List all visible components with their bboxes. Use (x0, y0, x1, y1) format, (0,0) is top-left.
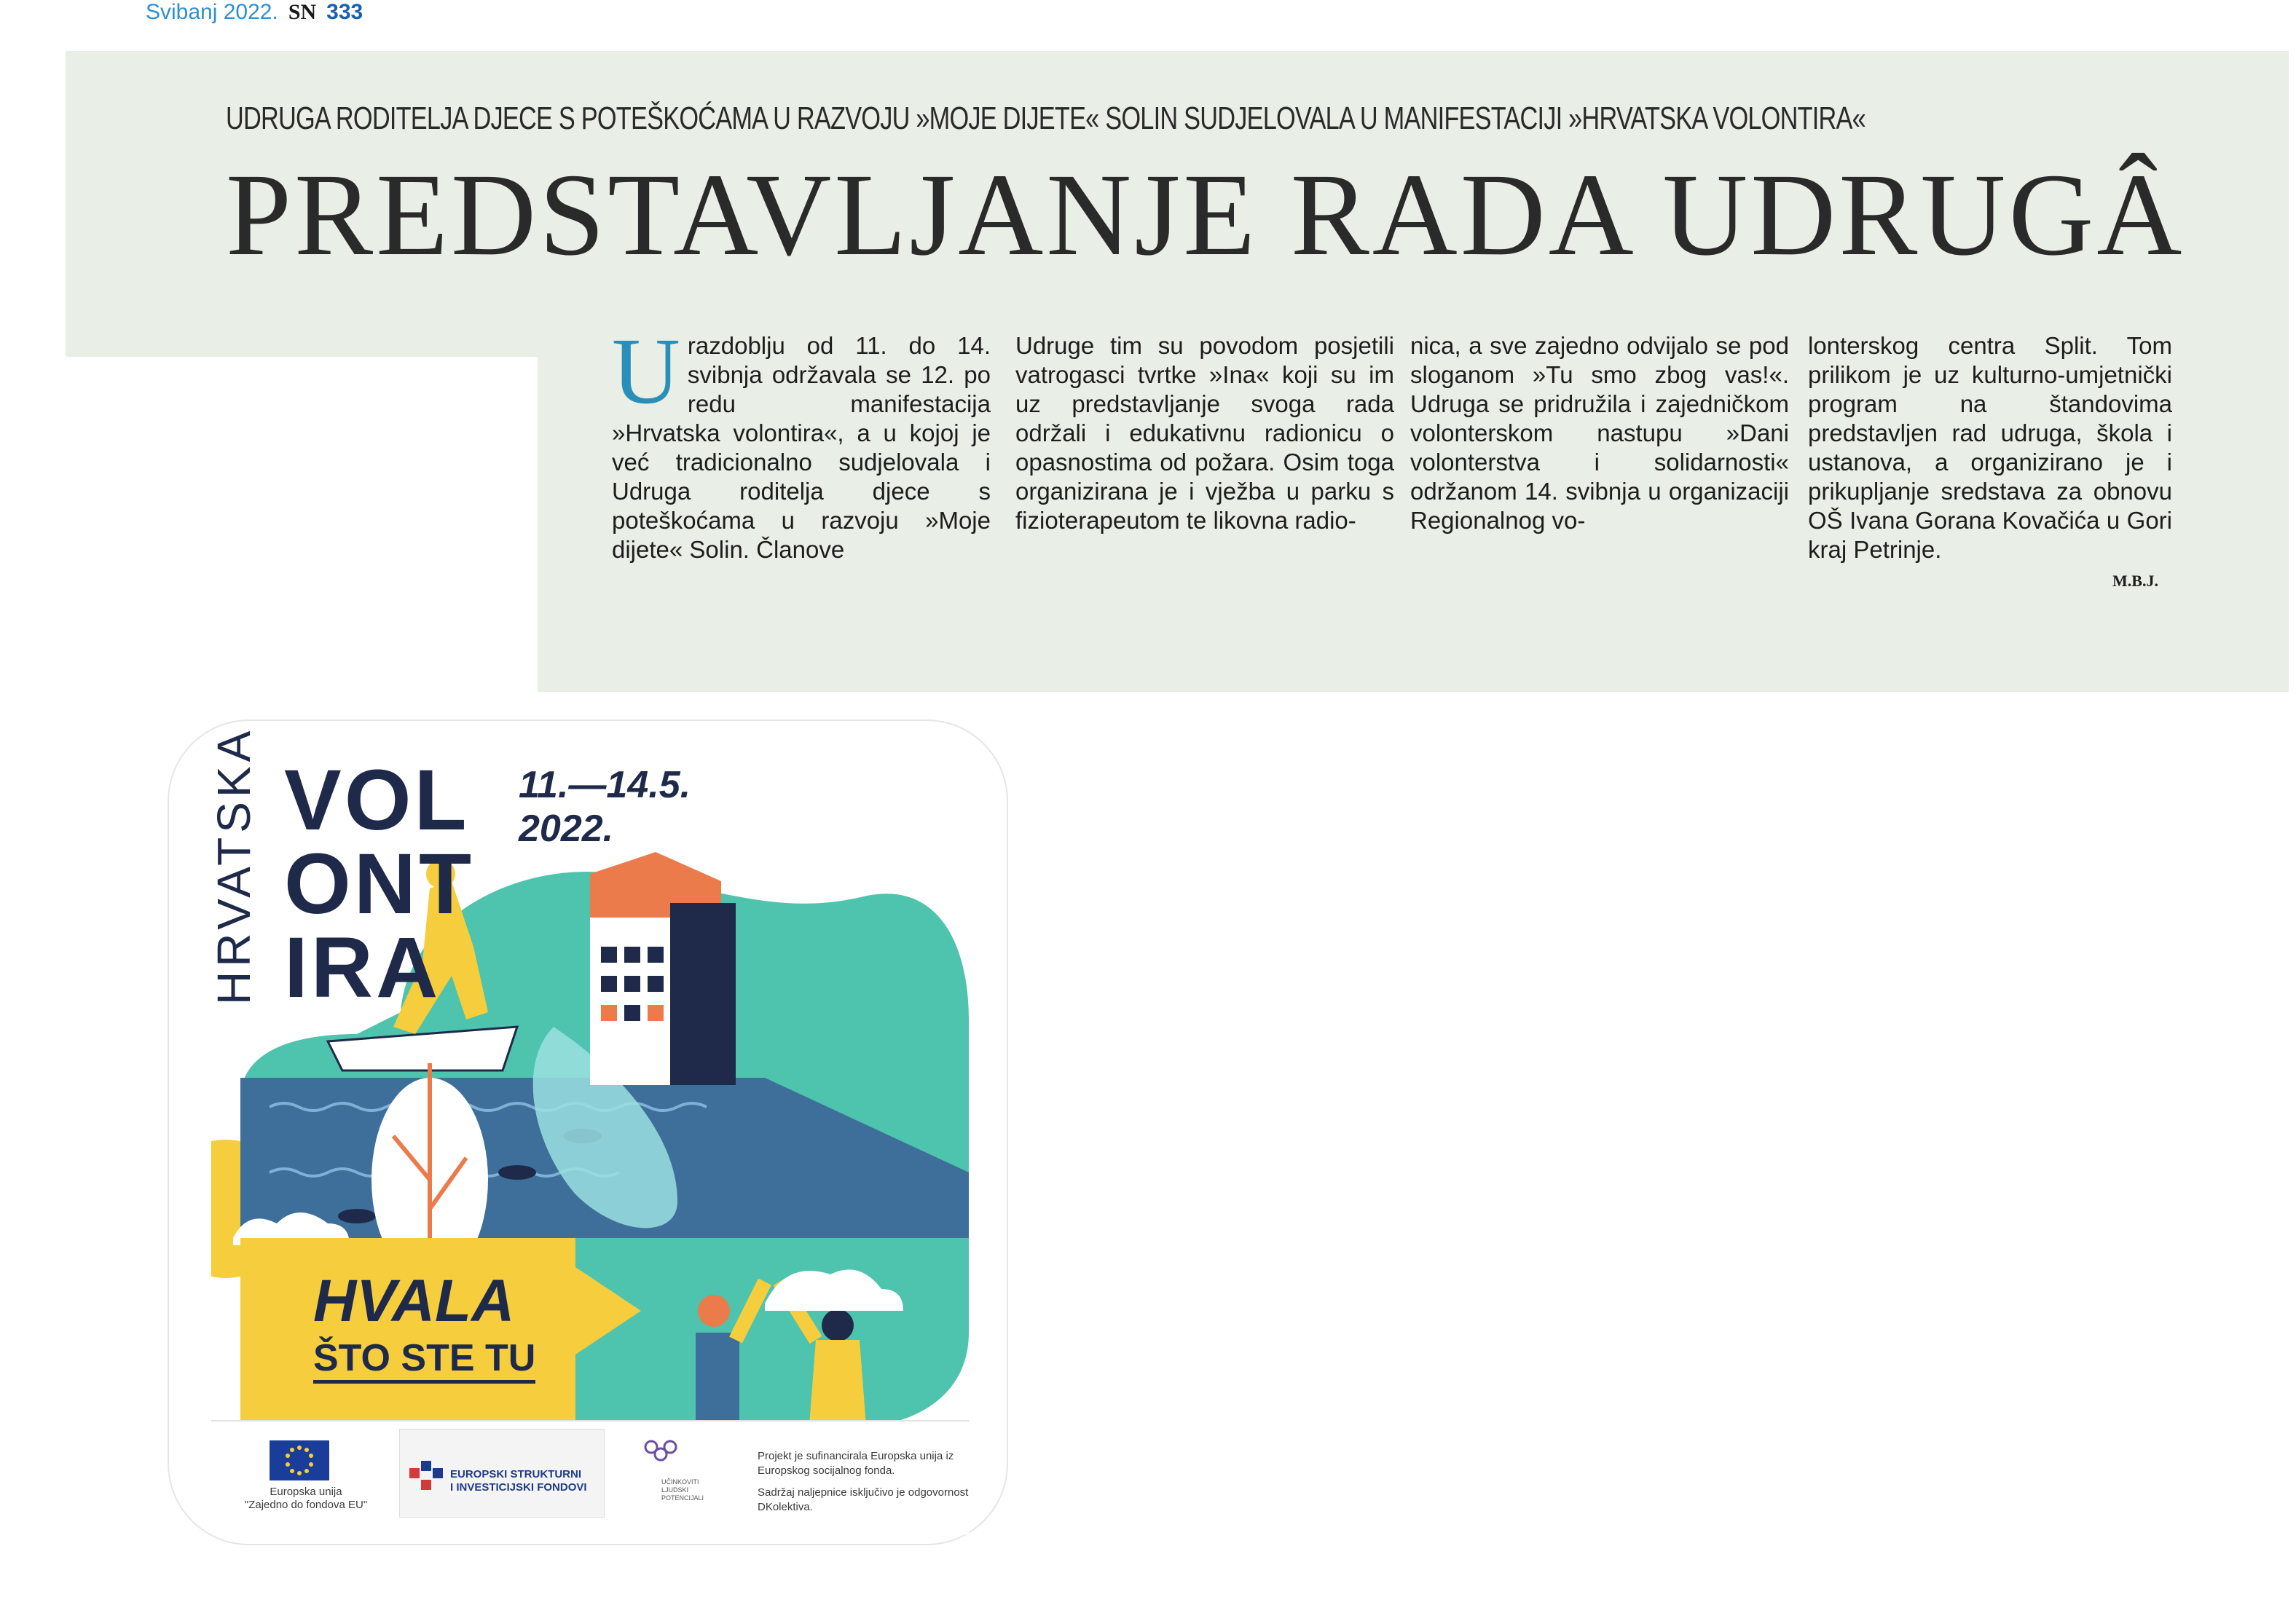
issue-date: Svibanj 2022. (146, 0, 278, 24)
page-number: 333 (326, 0, 363, 24)
clipping-cutout (66, 357, 538, 699)
funding-note (758, 1449, 976, 1515)
article-column-4: lonterskog centra Split. Tom prilikom je uz kulturno-umjetnički program na štandovima predstavljen rad udruga, škola i ustanova, a organizirano je i prikupljanje sredstava za obnovu OŠ Ivana Gorana Kovačića u Gori kraj Petrinje. (1808, 332, 2172, 563)
poster-vertical-title: HRVATSKA (208, 726, 260, 1005)
article-column-1 (612, 319, 991, 564)
article-kicker: UDRUGA RODITELJA DJECE S POTEŠKOĆAMA U RAZVOJU »MOJE DIJETE« SOLIN SUDJELOVALA U MANIFESTACIJI »HRVATSKA VOLONTIRA« (226, 100, 1866, 136)
poster-hvala: HVALA (313, 1268, 515, 1334)
boat (328, 1027, 517, 1070)
publication-logo: SN (288, 0, 317, 24)
funding-note-line-1: Projekt je sufinancirala Europska unija iz Europskog socijalnog fonda. (758, 1450, 954, 1477)
eu-caption-line-2: "Zajedno do fondova EU" (244, 1499, 368, 1511)
column-1-text: razdoblju od 11. do 14. svibnja održavala se 12. po redu manifestacija »Hrvatska volontira«, a u kojoj je već tradicionalno sudjelovala i Udruga roditelja djece s poteškoćama u razvoju »Moje dijete« Solin. Članove (612, 332, 991, 563)
poster-date-range: 11.—14.5. (519, 764, 691, 806)
page-header (146, 0, 363, 25)
poster-title-line-1: VOL (284, 752, 470, 848)
drop-cap: U (612, 319, 680, 424)
building-wall (590, 918, 670, 1085)
esif-caption-line-1: EUROPSKI STRUKTURNI (450, 1468, 582, 1480)
article-column-2: Udruge tim su povodom posjetili vatrogasci tvrtke »Ina« koji su im uz predstavljanje svoga rada održali i edukativnu radionicu o opasnostima od požara. Osim toga organizirana je i vježba u parku s fizioterapeutom te likovna radio- (1015, 332, 1394, 534)
poster-title-line-3: IRA (284, 920, 441, 1016)
person-body (696, 1333, 739, 1435)
author-signature: M.B.J. (2112, 572, 2158, 590)
building-side (670, 903, 736, 1085)
poster-sto-ste-tu: ŠTO STE TU (313, 1336, 535, 1384)
person-head (698, 1295, 730, 1327)
poster-title-line-2: ONT (284, 836, 475, 932)
poster-year: 2022. (519, 808, 614, 850)
ljp-flower-icon (642, 1436, 679, 1472)
esif-logo-icon (409, 1454, 446, 1497)
funding-note-line-2: Sadržaj naljepnice isključivo je odgovornost DKolektiva. (758, 1486, 969, 1513)
esif-caption (450, 1468, 587, 1494)
fish (338, 1209, 376, 1223)
fish (498, 1165, 536, 1180)
poster-dates (519, 763, 691, 851)
ljp-caption: UČINKOVITI LJUDSKI POTENCIJALI (661, 1478, 704, 1502)
article-title: PREDSTAVLJANJE RADA UDRUGÂ (226, 150, 2185, 280)
eu-caption-line-1: Europska unija (270, 1486, 342, 1498)
building-windows (601, 947, 664, 1021)
article-column-3: nica, a sve zajedno odvijalo se pod sloganom »Tu smo zbog vas!«. Udruga se pridružila i zajedničkom volonterskom nastupu »Dani volonterstva i solidarnosti« održanom 14. svibnja u organizaciji Regionalnog vo- (1410, 332, 1789, 534)
person-head (822, 1309, 854, 1341)
eu-caption (240, 1486, 371, 1512)
esif-caption-line-2: I INVESTICIJSKI FONDOVI (450, 1481, 587, 1494)
eu-flag-icon (270, 1440, 329, 1480)
